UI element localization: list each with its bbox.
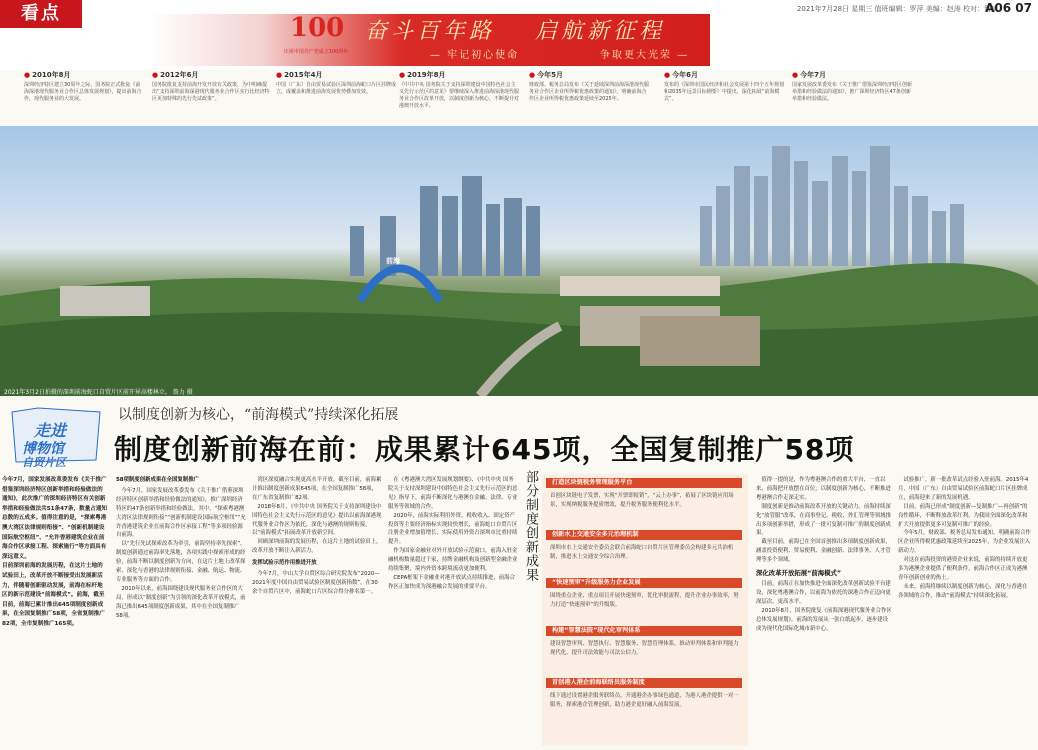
timeline-item [152,70,272,124]
case-heading: 打造区块链税务管理服务平台 [546,478,742,488]
paragraph: 2020年，前海实际利用外资、税收收入、固定资产投资等主要经济指标实现较快增长，前海蛇口自贸片区注册企业增加值增长，实际使用外资占深圳市比重持续提升。 [388,512,518,546]
paragraph: 在《粤港澳大湾区发展规划纲要》、《中共中央 国务院关于支持深圳建设中国特色社会主义先行示范区的意见》指导下，前海不断深化与港澳在金融、法律、专业服务等领域的合作。 [388,477,518,510]
body-column-1 [116,476,246,621]
timeline-item [399,70,519,124]
timeline-text: 国家发展改革委发布《关于推广借鉴深圳经济特区创新举措和经验做法的通知》，推广深圳经济特区47条创新举措和经验做法。 [792,82,913,102]
timeline-year: ● 今年7月 [792,70,912,80]
timeline-strip [24,70,1014,126]
timeline-year: ● 2019年8月 [399,70,519,80]
emblem-caption: 庆祝中国共产党成立100周年 [283,49,349,55]
timeline-text: 财政部、税务总局发布《关于延续深圳前海深港现代服务业合作区企业所得税优惠政策的通知》，明确前海合作区企业所得税优惠政策延续至2025年。 [529,82,650,102]
badge-line-2: 博物馆 [22,441,64,457]
banner-slogan-2: 启航新征程 [535,19,666,44]
section-tag: 看点 [0,0,82,28]
paragraph: 回顾深圳前海的发展历程，在这片土地的试验田上，改革开放不断注入新活力。 [252,539,382,555]
innovation-cases-box [542,474,748,746]
timeline-year: ● 今年5月 [529,70,649,80]
paragraph: 制度创新是推动前海改革开放的关键动力。前海持续深化“放管服”改革，在商事登记、税收、外汇管理等领域推出多项创新举措，形成了一批可复制可推广的制度创新成果。 [756,503,891,537]
paragraph: 2010年以来，前海围绕建设现代服务业合作区的大局，形成以“制度创新”为引领的深化改革开放模式，前海已推出645项制度创新成果，其中在全国复制推广58项。 [116,585,246,619]
page-number: A06 07 [985,1,1032,15]
timeline-text: 深圳经济特区建立30周年之际，国务院正式批复《前海深港现代服务业合作区总体发展规划》，提出前海合作，现代服务业的大发展。 [24,82,142,102]
case-heading: 构建“智慧法院”现代化审判体系 [546,626,742,636]
case-text: 线下通过设置港企服务联络员，开通港企办事绿色通道，为港人港企提供一对一服务，探索港企管理创新，助力港企更好融入前海发展。 [550,693,739,708]
paragraph: 值得一提的是，作为粤港澳合作的重大平台，一直以来，前海把开放摆在首位，以制度创新为核心，不断推进粤港澳合作走深走实。 [756,477,891,501]
timeline-item [24,70,144,124]
timeline-item [276,70,396,124]
photo-caption: 2021年3月2日拍摄的深圳前海蛇口自贸片区前开异高楼林立。 詹力 摄 [4,389,193,396]
section-heading: 58项制度创新成果在全国复制推广 [116,477,199,483]
paragraph: CEPA框架下金融业对港开放试点持续推进，前海合作区正加快成为深港融合发展的重要平台。 [388,574,515,590]
case-heading: 首创港人港企前海联络员服务制度 [546,678,742,688]
body-column-4 [756,476,892,633]
paragraph: 目前，前海已形成“制度创新—复制推广—再创新”的良性循环，不断释放改革红利，为我国全面深化改革和扩大开放提供更多可复制可推广的经验。 [898,503,1028,528]
skyline-illustration [0,126,1038,396]
timeline-item [792,70,912,124]
timeline-year: ● 2012年6月 [152,70,272,80]
section-heading: 发挥试验示范作用推进开放 [252,560,317,567]
case-text: 建设智慧审判、智慧执行、智慧服务、智慧管理体系，推动审判体系和审判能力现代化，提升司法效能与司法公信力。 [550,641,739,656]
timeline-item [529,70,649,124]
paragraph: 作为国家金融业对外开放试验示范窗口，前海入驻金融机构数量超过千家，持牌金融机构及创新型金融企业持续集聚，境内外资本跨境流动更加便利。 [388,548,518,573]
date-line: 2021年7月28日 星期三 值班编辑：罗萍 美编：赵涛 校对：智斌 [796,5,998,13]
body-column-5 [898,476,1032,601]
case-text: 深圳市水上交通安全委员会联合前海蛇口自贸片区管理委员会构建多元共治机制，推进水上交通安全综合治理。 [550,545,734,560]
banner-slogan-1: 奋斗百年路 [365,19,496,44]
timeline-item [664,70,784,124]
timeline-year: ● 今年6月 [664,70,784,80]
timeline-year: ● 2010年8月 [24,70,144,80]
badge-line-1: 走进 [34,421,67,440]
intro-paragraph-1: 今年7月，国家发展改革委发布《关于推广借鉴深圳经济特区创新举措和经验做法的通知》，此次推广的深圳经济特区有关创新举措和经验做法共51条47条，数量占通知总数的五成多。值得注意的是，“探索粤港澳大湾区法律规则衔接”、“创新机制建设国际航空枢纽”、“允许香港建筑企业在前海合作区承接工程、探索施行”等方面具有深远意义。 [2,477,108,560]
article-headline: 制度创新前海在前：成果累计645项，全国复制推广58项 [114,433,855,466]
body-column-2 [252,476,382,597]
banner-subslogan-2: 争取更大光荣 — [600,50,690,61]
paragraph: 今年5月，财政部、税务总局发布通知，明确前海合作区企业所得税优惠政策延续至2025年，为企业发展注入新动力。 [898,530,1031,555]
paragraph: 今年7月，中山大学自贸区综合研究院发布“2020—2021年度中国自由贸易试验区制度创新指数”，在30余个自贸片区中，前海蛇口片区综合得分排名第一。 [252,571,380,595]
body-column-3 [388,476,518,592]
timeline-year: ● 2015年4月 [276,70,396,80]
sidebar-vertical-title: 部分制度创新成果 [523,470,538,582]
paragraph: 今年7月，国家发展改革委发布《关于推广借鉴深圳经济特区创新举措和经验做法的通知》，推广深圳经济特区的47条创新举措和经验做法。其中，“探索粤港澳大湾区法律规则衔接”“创新机制建设国际航空枢纽”“允许香港建筑企业在前海合作区承接工程”等多项经验源自前海。 [116,487,246,539]
paragraph: 试验推广，新一批改革试点经验入驻前海。2015年4月，中国（广东）自由贸易试验区前海蛇口片区挂牌成立，前海迎来了新的发展机遇。 [898,477,1029,501]
paragraph: 2010年8月，国务院批复《前海深港现代服务业合作区总体发展规划》。前海的发展从一张白纸起步，逐步建设成为现代化国际化城市新中心。 [756,607,892,632]
timeline-text: 发布的《深圳市国民经济和社会发展第十四个五年规划和2035年远景目标纲要》中提出，深化拓展“前海模式”。 [664,82,785,102]
case-heading: “快速预审”升级服务力企业发展 [546,578,742,588]
paragraph: 以“先行先试探索改革为牵引，前海坚持率先探索”。制度创新通过前海率先落地，各项实践中探索形成的经验，前海不断以制度创新为方向，在这片土地上改革探索，深化与香港的法律规则衔接、金融、航运、物流、专业服务等方面的合作。 [116,541,246,583]
article-subtitle: 以制度创新为核心，“前海模式”持续深化拓展 [118,407,399,423]
paragraph: 对这在前海投资的港资企业来说，前海的持续开放更多为港澳企业提供了便利条件，前海合作区正成为港澳青年创新创业的热土。 [898,557,1028,581]
case-heading: 创新水上交通安全多元治理机制 [546,530,742,540]
timeline-text: 中国（广东）自由贸易试验区深圳前海蛇口片区挂牌成立，成覆盖和推进前海发展优势叠加发效。 [276,82,397,95]
skyline-photo [0,126,1038,396]
paragraph: 未来，前海将继续以制度创新为核心，深化与香港在各领域的合作，推动“前海模式”持续深化拓展。 [898,583,1028,599]
paragraph: 截至目前，前海已在全国首创推出多项制度创新成果，涵盖投资便利、贸易便利、金融创新、法律事务、人才管理等多个领域。 [756,539,891,564]
banner-subslogan-1: — 牢记初心使命 [430,50,520,61]
intro-paragraph-2: 目前深圳前海的发展历程，在这片土地的试验田上，改革开放不断接受出发展新活力，伴随着创新驱动发展，前海在标杆地区的新示范建设“前海模式”。前海，截至目前，前海已累计推出645项制度创新成果，在全国复制推广58项，全省复制推广82项，全市复制推广165项。 [2,563,105,627]
timeline-text: 《中共中央 国务院关于支持深圳建设中国特色社会主义先行示范区的意见》要继续深入推进前海深港现代服务业合作区改革开放，以制度创新为核心，不断提升对港澳开放水平。 [399,82,520,109]
left-intro [2,476,108,630]
paragraph: 目前，前海正在加快推进全面深化改革创新试验平台建设，深化粤港澳合作，以前海为依托的深港合作正迈向更深层次、更高水平。 [756,580,891,605]
timeline-text: 国务院批复支持前海开发开放有关政策，为中明确提出“支持深圳前海深港现代服务业合作区实行比经济特区更加特殊的先行先试政策”。 [152,82,270,102]
section-heading: 深化改革开放拓展“前海模式” [756,569,842,578]
photo-sign: 前海 [386,257,400,265]
badge-line-3: 自贸片区 [22,456,66,469]
case-text: 首创区块链电子发票，实现“开票即报销”，“云上办事”，拓展了区块链应用场景，实现纳税服务提质增效，提升税务服务便利化水平。 [550,493,734,508]
paragraph: 2018年8月，《中共中央 国务院关于支持深圳建设中国特色社会主义先行示范区的意见》提出以前海深港现代服务业合作区为依托，深化与港澳的规则衔接，以“前海模式”拓展改革开放新空间。 [252,503,382,537]
paragraph: 湾区深度融合实现更高水平开放。截至目前，前海累计推出制度创新成果645项，在全国复制推广58项，在广东省复制推广82项。 [252,477,382,501]
centenary-emblem: 100 [290,13,345,43]
case-text: 围绕重点企业、重点项目开展快速预审，优化审批流程，提升企业办事效率，努力打造“快速预审”的升级版。 [550,593,739,608]
